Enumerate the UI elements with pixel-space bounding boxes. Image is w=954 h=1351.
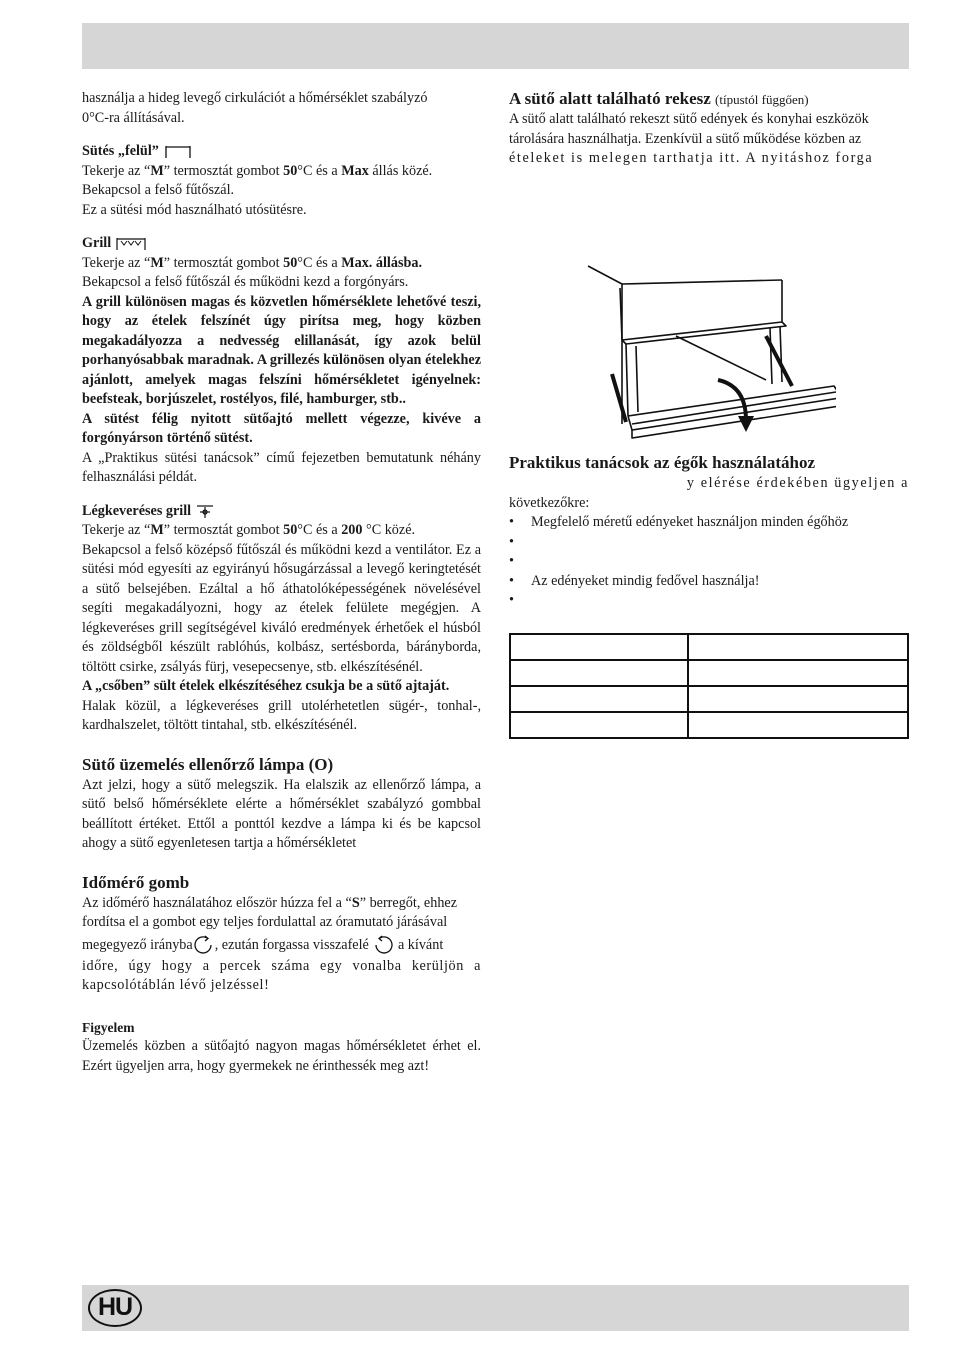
instruction-line: Tekerje az “M” termosztát gombot 50°C és a Max állás közé. (82, 162, 433, 179)
list-item: • Megfelelő méretű edényeket használjon minden égőhöz (509, 513, 909, 533)
section-sutes-felul (82, 142, 481, 220)
header-band (82, 23, 909, 69)
table-cell (510, 686, 688, 712)
description: y elérése érdekében ügyeljen a (686, 475, 909, 491)
table-cell (688, 634, 908, 660)
table-row (510, 712, 908, 738)
description: fordítsa el a gombot egy teljes fordulattal az óramutató járásával (82, 914, 448, 930)
section-heading: Időmérő gomb (82, 872, 190, 892)
description: Üzemelés közben a sütőajtó nagyon magas hőmérsékletet érhet el. Ezért ügyeljen arra, hogy gyermekek ne érinthessék meg azt! (82, 1038, 481, 1074)
description: Ez a sütési mód használható utósütésre. (82, 201, 307, 218)
table-cell (510, 712, 688, 738)
table-cell (688, 686, 908, 712)
description: A sütő alatt található rekeszt sütő edények és konyhai eszközök (509, 111, 869, 127)
tips-list (509, 513, 909, 611)
table-cell (510, 634, 688, 660)
list-item (509, 533, 909, 553)
table-row (510, 686, 908, 712)
emphasis-paragraph: A „csőben” sült ételek elkészítéséhez csukja be a sütő ajtaját. (82, 678, 450, 694)
description: következőkre: (509, 494, 590, 511)
section-heading: A sütő alatt található rekesz (típustól függően) (509, 89, 809, 108)
description: Bekapcsol a felső középső fűtőszál és működni kezd a ventilátor. Ez a sütési mód egyesíti az egyirányú hősugárzással a levegő keringtetését a sütő belsejében. Ezáltal a hő áthatolóképességének növelésével segíti megakadályozni, hogy az ételek felülete megégjen. A légkeveréses grill segítségével kiváló eredmények érhetőek el húsból és zöldségből készült rablóhús, kolbász, sertésborda, bárányborda, töltött csirke, zsályás fürj, vesepecsenye, stb. elkészítésénél. (82, 541, 481, 675)
section-legkevereses-grill (82, 502, 481, 736)
description: Azt jelzi, hogy a sütő melegszik. Ha elalszik az ellenőrző lámpa, a sütő belső hőmérséklete elérte a hőmérséklet szabályzó gombbal beállított értéket. Ettől a ponttól kezdve a lámpa ki és be kapcsol ahogy a sütő egyenletesen tartja a hőmérsékletet (82, 776, 481, 851)
list-item: • Az edényeket mindig fedővel használja! (509, 572, 909, 592)
section-heading: Sütő üzemelés ellenőrző lámpa (O) (82, 754, 334, 774)
emphasis-paragraph: A sütést félig nyitott sütőajtó mellett végezze, kivéve a forgónyárson történő sütést. (82, 410, 481, 446)
section-heading: Praktikus tanácsok az égők használatához (509, 453, 816, 472)
top-heating-element-icon (162, 145, 194, 159)
burner-table (509, 633, 909, 739)
section-heading: Légkeveréses grill (82, 502, 481, 522)
counterclockwise-arrow-icon (372, 935, 394, 955)
list-item (509, 591, 909, 611)
table-row (510, 660, 908, 686)
description: Bekapcsol a felső fűtőszál és működni kezd a forgónyárs. (82, 274, 409, 290)
description: tárolására használhatja. Ezenkívül a sütő működése közben az (509, 130, 862, 147)
footer-band (82, 1285, 909, 1331)
right-column (509, 89, 909, 169)
left-column (82, 89, 481, 1076)
language-badge: HU (88, 1289, 142, 1327)
section-heading: Figyelem (82, 1019, 135, 1035)
description: időre, úgy hogy a percek száma egy vonalba kerüljön a kapcsolótáblán lévő jelzéssel! (82, 957, 481, 993)
list-item (509, 552, 909, 572)
table-cell (688, 660, 908, 686)
description: A „Praktikus sütési tanácsok” című fejezetben bemutatunk néhány felhasználási példát. (82, 449, 481, 485)
table-cell (688, 712, 908, 738)
intro-text: használja a hideg levegő cirkulációt a hőmérséklet szabályzó 0°C-ra állításával. (82, 90, 428, 126)
table-cell (510, 660, 688, 686)
description: megegyező irányba , ezután forgassa visszafelé a kívánt (82, 933, 481, 957)
section-timer (82, 872, 481, 996)
emphasis-paragraph: A grill különösen magas és közvetlen hőmérséklete lehetővé teszi, hogy az ételek felszínét úgy pirítsa meg, hogy közben megakadályozza a nedvesség elillanását, így azok belül porhanyósabbak maradnak. A grillezés különösen olyan ételekhez ajánlott, amelyek magas felszíni hőmérsékletet igényelnek: beefsteak, borjúszelet, rostélyos, filé, hamburger, stb.. (82, 293, 481, 407)
table-row (510, 634, 908, 660)
section-heading: Sütés „felül” (82, 142, 481, 162)
drawer-illustration (586, 262, 836, 442)
description: ételeket is melegen tarthatja itt. A nyitáshoz forga (509, 150, 874, 166)
instruction-line: Az időmérő használatához először húzza fel a “S” berregőt, ehhez (82, 894, 458, 911)
fan-grill-icon (195, 503, 215, 519)
section-oven-lamp (82, 754, 481, 854)
instruction-line: Tekerje az “M” termosztát gombot 50°C és a Max. állásba. (82, 254, 422, 271)
section-grill (82, 234, 481, 488)
description: Halak közül, a légkeveréses grill utolérhetetlen sügér-, tonhal-, kardhalszelet, töltött tintahal, stb. elkészítésénél. (82, 697, 481, 733)
grill-icon (115, 237, 147, 251)
section-warning (82, 1018, 481, 1077)
description: Bekapcsol a felső fűtőszál. (82, 182, 235, 198)
clockwise-arrow-icon (193, 935, 215, 955)
instruction-line: Tekerje az “M” termosztát gombot 50°C és a 200 °C közé. (82, 522, 416, 538)
section-heading: Grill (82, 234, 481, 254)
burner-tips-section (509, 452, 909, 611)
